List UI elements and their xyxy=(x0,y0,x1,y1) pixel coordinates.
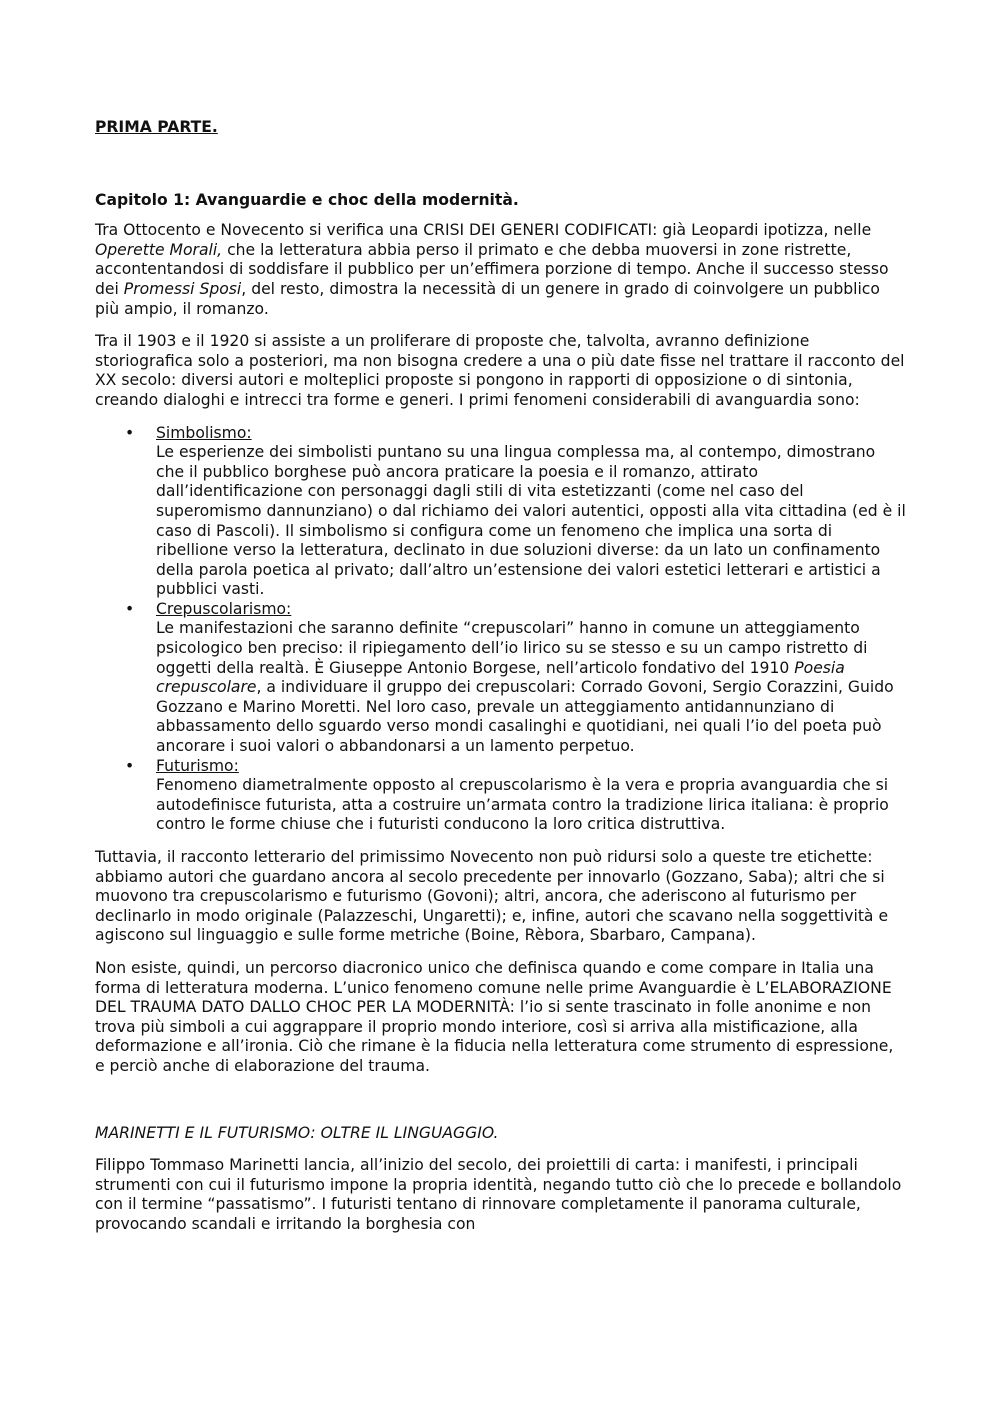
intro-text-1: Tra Ottocento e Novecento si verifica una CRISI DEI GENERI CODIFICATI: già Leopardi ipotizza, nelle xyxy=(95,221,872,240)
paragraph-trauma: Non esiste, quindi, un percorso diacronico unico che definisca quando e come compare in Italia una forma di letteratura moderna. L’unico fenomeno comune nelle prime Avanguardie è L’ELABORAZIONE DEL TRAUMA DATO DALLO CHOC PER LA MODERNITÀ: l’io si sente trascinato in folle anonime e non trova più simboli a cui aggrappare il proprio mondo interiore, così si arriva alla mistificazione, alla deformazione e all’ironia. Ciò che rimane è la fiducia nella letteratura come strumento di espressione, e perciò anche di elaborazione del trauma. xyxy=(95,958,894,1075)
paragraph-etichette: Tuttavia, il racconto letterario del primissimo Novecento non può ridursi solo a queste tre etichette: abbiamo autori che guardano ancora al secolo precedente per innovarlo (Gozzano, Saba); altri che si muovono tra crepuscolarismo e futurismo (Govoni); altri, ancora, che aderiscono al futurismo per declinarlo in modo originale (Palazzeschi, Ungaretti); e, infine, autori che scavano nella soggettività e agiscono sul linguaggio e sulle forme metriche (Boine, Rèbora, Sbarbaro, Campana). xyxy=(95,848,889,945)
intro-paragraph xyxy=(95,221,907,319)
list-item-heading: Futurismo: xyxy=(156,756,239,775)
list-item-text: Le manifestazioni che saranno definite “crepuscolari” hanno in comune un atteggiamento psicologico ben preciso: il ripiegamento dell’io lirico su se stesso e su un campo ristretto di oggetti della realtà. È Giuseppe Antonio Borgese, nell’articolo fondativo del 1910 xyxy=(156,619,868,677)
list-item-text: Fenomeno diametralmente opposto al crepuscolarismo è la vera e propria avanguardia che si autodefinisce futurista, atta a costruire un’armata contro la tradizione lirica italiana: è proprio contro le forme chiuse che i futuristi conducono la loro critica distruttiva. xyxy=(156,776,889,834)
list-item-italic-title: Poesia crepuscolare xyxy=(156,658,845,697)
list-item-heading: Crepuscolarismo: xyxy=(156,599,292,618)
chapter-title: Capitolo 1: Avanguardie e choc della modernità. xyxy=(95,190,519,209)
bullet-icon: • xyxy=(125,423,135,442)
list-item-text: , a individuare il gruppo dei crepuscolari: Corrado Govoni, Sergio Corazzini, Guido Gozzano e Marino Moretti. Nel loro caso, prevale un atteggiamento antidannunziano di abbassamento dello sguardo verso mondi casalinghi e quotidiani, nei quali l’io del poeta può ancorare i suoi valori o abbandonarsi a un lamento perpetuo. xyxy=(156,678,894,756)
document-page xyxy=(95,118,907,1235)
intro-italic-promessi: Promessi Sposi xyxy=(123,279,242,298)
paragraph-avanguardie: Tra il 1903 e il 1920 si assiste a un proliferare di proposte che, talvolta, avranno definizione storiografica solo a posteriori, ma non bisogna credere a una o più date fisse nel trattare il racconto del XX secolo: diversi autori e molteplici proposte si pongono in rapporti di opposizione o di sintonia, creando dialoghi e intrecci tra forme e generi. I primi fenomeni considerabili di avanguardia sono: xyxy=(95,332,905,409)
paragraph-marinetti: Filippo Tommaso Marinetti lancia, all’inizio del secolo, dei proiettili di carta: i manifesti, i principali strumenti con cui il futurismo impone la propria identità, negando tutto ciò che lo precede e bollandolo con il termine “passatismo”. I futuristi tentano di rinnovare completamente il panorama culturale, provocando scandali e irritando la borghesia con xyxy=(95,1156,902,1233)
part-title: PRIMA PARTE. xyxy=(95,118,218,136)
intro-text-3: , del resto, dimostra la necessità di un genere in grado di coinvolgere un pubblico più ampio, il romanzo. xyxy=(95,279,880,318)
intro-text-2: che la letteratura abbia perso il primato e che debba muoversi in zone ristrette, accontentandosi di soddisfare il pubblico per un’effimera porzione di tempo. Anche il successo stesso dei xyxy=(95,240,889,298)
bullet-icon: • xyxy=(125,599,135,618)
bullet-icon: • xyxy=(125,756,135,775)
section-title: MARINETTI E IL FUTURISMO: OLTRE IL LINGUAGGIO. xyxy=(95,1123,499,1142)
list-item-simbolismo xyxy=(95,424,907,600)
list-item-crepuscolarismo xyxy=(95,600,907,757)
list-item-futurismo xyxy=(95,757,907,835)
list-item-heading: Simbolismo: xyxy=(156,423,252,442)
intro-italic-operette: Operette Morali, xyxy=(95,240,223,259)
movements-list xyxy=(95,424,907,835)
list-item-text: Le esperienze dei simbolisti puntano su una lingua complessa ma, al contempo, dimostrano che il pubblico borghese può ancora praticare la poesia e il romanzo, attirato dall’identificazione con personaggi dagli stili di vita estetizzanti (come nel caso del superomismo dannunziano) o dal richiamo dei valori autentici, opposti alla vita cittadina (ed è il caso di Pascoli). Il simbolismo si configura come un fenomeno che implica una sorta di ribellione verso la letteratura, declinato in due soluzioni diverse: da un lato un confinamento della parola poetica al privato; dall’altro un’estensione dei valori estetici letterari e artistici a pubblici vasti. xyxy=(156,443,906,599)
